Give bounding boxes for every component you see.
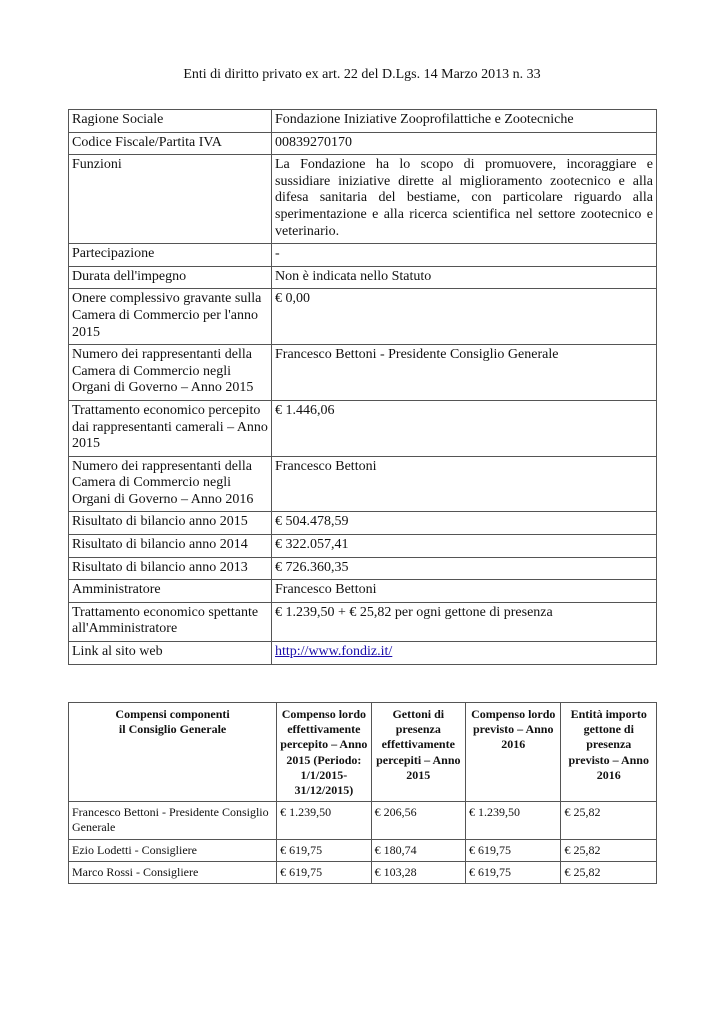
compensation-body <box>69 802 657 884</box>
compensation-row <box>69 861 657 883</box>
info-row <box>69 289 657 345</box>
info-value: La Fondazione ha lo scopo di promuovere, incoraggiare e sussidiare iniziative dirette al miglioramento zootecnico e alla difesa sanitaria del bestiame, con particolare riguardo alla sperimentazione e alla ricerca scientifica nel settore zootecnico e veterinario. <box>272 155 657 244</box>
info-value: - <box>272 244 657 267</box>
info-row <box>69 266 657 289</box>
info-value: Francesco Bettoni <box>272 456 657 512</box>
info-label: Codice Fiscale/Partita IVA <box>69 132 272 155</box>
compensation-header-cell: Entità importo gettone di presenza previsto – Anno 2016 <box>561 703 657 802</box>
info-row <box>69 557 657 580</box>
info-value <box>272 642 657 665</box>
info-label: Ragione Sociale <box>69 110 272 133</box>
compensation-row <box>69 839 657 861</box>
info-value: Francesco Bettoni <box>272 580 657 603</box>
info-row <box>69 155 657 244</box>
amount-cell: € 206,56 <box>371 802 465 839</box>
info-label: Numero dei rappresentanti della Camera di Commercio negli Organi di Governo – Anno 2016 <box>69 456 272 512</box>
info-row <box>69 602 657 641</box>
info-value: € 0,00 <box>272 289 657 345</box>
compensation-header-cell: Gettoni di presenza effettivamente percepiti – Anno 2015 <box>371 703 465 802</box>
info-row <box>69 244 657 267</box>
info-row <box>69 456 657 512</box>
info-label: Risultato di bilancio anno 2013 <box>69 557 272 580</box>
amount-cell: € 25,82 <box>561 839 657 861</box>
amount-cell: € 619,75 <box>466 861 561 883</box>
amount-cell: € 25,82 <box>561 861 657 883</box>
info-value: Fondazione Iniziative Zooprofilattiche e Zootecniche <box>272 110 657 133</box>
amount-cell: € 1.239,50 <box>466 802 561 839</box>
amount-cell: € 1.239,50 <box>277 802 371 839</box>
info-row <box>69 580 657 603</box>
compensation-header-cell: Compenso lordo effettivamente percepito – Anno 2015 (Periodo: 1/1/2015-31/12/2015) <box>277 703 371 802</box>
info-label: Trattamento economico percepito dai rappresentanti camerali – Anno 2015 <box>69 400 272 456</box>
info-label: Onere complessivo gravante sulla Camera di Commercio per l'anno 2015 <box>69 289 272 345</box>
compensation-header-cell: Compensi componenti il Consiglio Generale <box>69 703 277 802</box>
compensation-row <box>69 802 657 839</box>
amount-cell: € 103,28 <box>371 861 465 883</box>
entity-info-body <box>69 110 657 665</box>
amount-cell: € 619,75 <box>277 839 371 861</box>
info-row <box>69 110 657 133</box>
compensation-header-cell: Compenso lordo previsto – Anno 2016 <box>466 703 561 802</box>
amount-cell: € 619,75 <box>466 839 561 861</box>
info-row <box>69 132 657 155</box>
info-row <box>69 345 657 401</box>
info-row-link <box>69 642 657 665</box>
info-label: Risultato di bilancio anno 2015 <box>69 512 272 535</box>
amount-cell: € 619,75 <box>277 861 371 883</box>
info-label: Link al sito web <box>69 642 272 665</box>
info-value: Francesco Bettoni - Presidente Consiglio Generale <box>272 345 657 401</box>
member-name-cell: Marco Rossi - Consigliere <box>69 861 277 883</box>
info-row <box>69 512 657 535</box>
info-label: Risultato di bilancio anno 2014 <box>69 535 272 558</box>
info-value: € 726.360,35 <box>272 557 657 580</box>
info-label: Durata dell'impegno <box>69 266 272 289</box>
info-value: 00839270170 <box>272 132 657 155</box>
info-value: € 1.446,06 <box>272 400 657 456</box>
info-label: Trattamento economico spettante all'Amministratore <box>69 602 272 641</box>
amount-cell: € 25,82 <box>561 802 657 839</box>
info-value: € 504.478,59 <box>272 512 657 535</box>
info-label: Amministratore <box>69 580 272 603</box>
info-label: Partecipazione <box>69 244 272 267</box>
page-heading: Enti di diritto privato ex art. 22 del D.Lgs. 14 Marzo 2013 n. 33 <box>183 67 541 82</box>
info-value: € 1.239,50 + € 25,82 per ogni gettone di presenza <box>272 602 657 641</box>
member-name-cell: Francesco Bettoni - Presidente Consiglio Generale <box>69 802 277 839</box>
entity-info-table <box>68 109 657 665</box>
compensation-table <box>68 702 657 884</box>
info-label: Funzioni <box>69 155 272 244</box>
info-label: Numero dei rappresentanti della Camera di Commercio negli Organi di Governo – Anno 2015 <box>69 345 272 401</box>
info-value: Non è indicata nello Statuto <box>272 266 657 289</box>
info-row <box>69 400 657 456</box>
amount-cell: € 180,74 <box>371 839 465 861</box>
member-name-cell: Ezio Lodetti - Consigliere <box>69 839 277 861</box>
info-row <box>69 535 657 558</box>
website-link[interactable]: http://www.fondiz.it/ <box>275 644 393 660</box>
compensation-header-row <box>69 703 657 802</box>
info-value: € 322.057,41 <box>272 535 657 558</box>
